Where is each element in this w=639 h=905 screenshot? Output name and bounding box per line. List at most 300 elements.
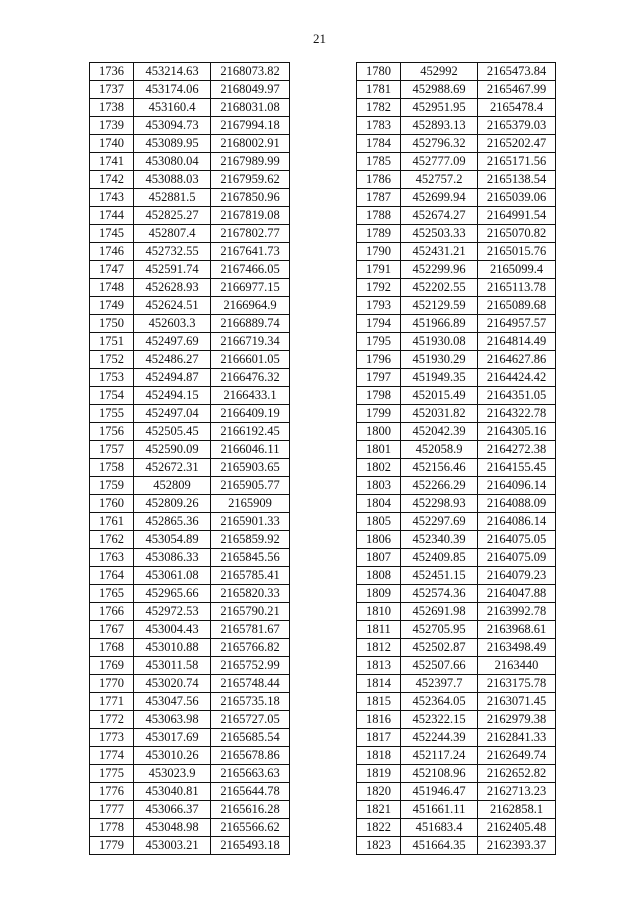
table-row: [90, 441, 290, 459]
y-coordinate-cell: 2165748.44: [211, 675, 290, 693]
y-coordinate-cell: 2164086.14: [478, 513, 556, 531]
x-coordinate-cell: 452497.69: [134, 333, 211, 351]
point-number-cell: 1800: [357, 423, 401, 441]
y-coordinate-cell: 2165113.78: [478, 279, 556, 297]
x-coordinate-cell: 452129.59: [401, 297, 478, 315]
y-coordinate-cell: 2167466.05: [211, 261, 290, 279]
x-coordinate-cell: 452590.09: [134, 441, 211, 459]
point-number-cell: 1752: [90, 351, 134, 369]
x-coordinate-cell: 453010.88: [134, 639, 211, 657]
table-row: [90, 423, 290, 441]
point-number-cell: 1783: [357, 117, 401, 135]
point-number-cell: 1778: [90, 819, 134, 837]
x-coordinate-cell: 453054.89: [134, 531, 211, 549]
y-coordinate-cell: 2162405.48: [478, 819, 556, 837]
x-coordinate-cell: 452015.49: [401, 387, 478, 405]
x-coordinate-cell: 451930.29: [401, 351, 478, 369]
table-row: [357, 639, 556, 657]
point-number-cell: 1769: [90, 657, 134, 675]
x-coordinate-cell: 453089.95: [134, 135, 211, 153]
x-coordinate-cell: 451930.08: [401, 333, 478, 351]
x-coordinate-cell: 453011.58: [134, 657, 211, 675]
point-number-cell: 1767: [90, 621, 134, 639]
y-coordinate-cell: 2166192.45: [211, 423, 290, 441]
y-coordinate-cell: 2163071.45: [478, 693, 556, 711]
point-number-cell: 1823: [357, 837, 401, 855]
point-number-cell: 1786: [357, 171, 401, 189]
y-coordinate-cell: 2165644.78: [211, 783, 290, 801]
point-number-cell: 1815: [357, 693, 401, 711]
point-number-cell: 1758: [90, 459, 134, 477]
table-row: [90, 513, 290, 531]
page-number: 21: [313, 31, 326, 46]
y-coordinate-cell: 2167641.73: [211, 243, 290, 261]
table-row: [357, 801, 556, 819]
table-row: [357, 621, 556, 639]
point-number-cell: 1753: [90, 369, 134, 387]
table-row: [90, 153, 290, 171]
point-number-cell: 1739: [90, 117, 134, 135]
y-coordinate-cell: 2164079.23: [478, 567, 556, 585]
y-coordinate-cell: 2164627.86: [478, 351, 556, 369]
table-row: [90, 387, 290, 405]
table-row: [90, 315, 290, 333]
y-coordinate-cell: 2168002.91: [211, 135, 290, 153]
point-number-cell: 1751: [90, 333, 134, 351]
point-number-cell: 1807: [357, 549, 401, 567]
point-number-cell: 1818: [357, 747, 401, 765]
y-coordinate-cell: 2165685.54: [211, 729, 290, 747]
x-coordinate-cell: 452881.5: [134, 189, 211, 207]
x-coordinate-cell: 452893.13: [401, 117, 478, 135]
coordinates-table-left: [89, 62, 290, 855]
point-number-cell: 1775: [90, 765, 134, 783]
x-coordinate-cell: 452497.04: [134, 405, 211, 423]
y-coordinate-cell: 2165138.54: [478, 171, 556, 189]
table-row: [357, 117, 556, 135]
x-coordinate-cell: 452796.32: [401, 135, 478, 153]
y-coordinate-cell: 2168049.97: [211, 81, 290, 99]
y-coordinate-cell: 2167802.77: [211, 225, 290, 243]
x-coordinate-cell: 452809: [134, 477, 211, 495]
x-coordinate-cell: 453094.73: [134, 117, 211, 135]
x-coordinate-cell: 452486.27: [134, 351, 211, 369]
table-row: [90, 783, 290, 801]
y-coordinate-cell: 2164155.45: [478, 459, 556, 477]
y-coordinate-cell: 2164814.49: [478, 333, 556, 351]
x-coordinate-cell: 452340.39: [401, 531, 478, 549]
point-number-cell: 1754: [90, 387, 134, 405]
y-coordinate-cell: 2166964.9: [211, 297, 290, 315]
table-row: [90, 243, 290, 261]
x-coordinate-cell: 452807.4: [134, 225, 211, 243]
x-coordinate-cell: 452705.95: [401, 621, 478, 639]
y-coordinate-cell: 2167989.99: [211, 153, 290, 171]
table-row: [357, 351, 556, 369]
x-coordinate-cell: 453061.08: [134, 567, 211, 585]
table-row: [90, 531, 290, 549]
y-coordinate-cell: 2167959.62: [211, 171, 290, 189]
y-coordinate-cell: 2165478.4: [478, 99, 556, 117]
x-coordinate-cell: 453047.56: [134, 693, 211, 711]
x-coordinate-cell: 452574.36: [401, 585, 478, 603]
x-coordinate-cell: 452507.66: [401, 657, 478, 675]
x-coordinate-cell: 452809.26: [134, 495, 211, 513]
point-number-cell: 1790: [357, 243, 401, 261]
y-coordinate-cell: 2164096.14: [478, 477, 556, 495]
point-number-cell: 1780: [357, 63, 401, 81]
table-row: [357, 783, 556, 801]
point-number-cell: 1798: [357, 387, 401, 405]
table-row: [357, 441, 556, 459]
table-row: [357, 405, 556, 423]
point-number-cell: 1736: [90, 63, 134, 81]
table-row: [357, 711, 556, 729]
y-coordinate-cell: 2165616.28: [211, 801, 290, 819]
y-coordinate-cell: 2167994.18: [211, 117, 290, 135]
point-number-cell: 1788: [357, 207, 401, 225]
x-coordinate-cell: 453020.74: [134, 675, 211, 693]
x-coordinate-cell: 453004.43: [134, 621, 211, 639]
point-number-cell: 1773: [90, 729, 134, 747]
table-row: [90, 693, 290, 711]
x-coordinate-cell: 452672.31: [134, 459, 211, 477]
x-coordinate-cell: 452431.21: [401, 243, 478, 261]
y-coordinate-cell: 2163440: [478, 657, 556, 675]
y-coordinate-cell: 2162858.1: [478, 801, 556, 819]
table-row: [357, 729, 556, 747]
table-row: [357, 369, 556, 387]
table-row: [90, 63, 290, 81]
y-coordinate-cell: 2165845.56: [211, 549, 290, 567]
y-coordinate-cell: 2164957.57: [478, 315, 556, 333]
x-coordinate-cell: 452031.82: [401, 405, 478, 423]
x-coordinate-cell: 452397.7: [401, 675, 478, 693]
y-coordinate-cell: 2165663.63: [211, 765, 290, 783]
x-coordinate-cell: 452502.87: [401, 639, 478, 657]
y-coordinate-cell: 2164322.78: [478, 405, 556, 423]
y-coordinate-cell: 2167850.96: [211, 189, 290, 207]
x-coordinate-cell: 453088.03: [134, 171, 211, 189]
y-coordinate-cell: 2162649.74: [478, 747, 556, 765]
point-number-cell: 1795: [357, 333, 401, 351]
point-number-cell: 1804: [357, 495, 401, 513]
table-row: [357, 261, 556, 279]
y-coordinate-cell: 2165379.03: [478, 117, 556, 135]
table-row: [357, 765, 556, 783]
x-coordinate-cell: 451949.35: [401, 369, 478, 387]
x-coordinate-cell: 452757.2: [401, 171, 478, 189]
x-coordinate-cell: 452865.36: [134, 513, 211, 531]
x-coordinate-cell: 453048.98: [134, 819, 211, 837]
y-coordinate-cell: 2166409.19: [211, 405, 290, 423]
y-coordinate-cell: 2166601.05: [211, 351, 290, 369]
point-number-cell: 1740: [90, 135, 134, 153]
point-number-cell: 1819: [357, 765, 401, 783]
point-number-cell: 1755: [90, 405, 134, 423]
table-row: [357, 99, 556, 117]
x-coordinate-cell: 452777.09: [401, 153, 478, 171]
point-number-cell: 1811: [357, 621, 401, 639]
point-number-cell: 1814: [357, 675, 401, 693]
y-coordinate-cell: 2164088.09: [478, 495, 556, 513]
table-row: [357, 189, 556, 207]
x-coordinate-cell: 452503.33: [401, 225, 478, 243]
y-coordinate-cell: 2165905.77: [211, 477, 290, 495]
table-row: [90, 405, 290, 423]
point-number-cell: 1761: [90, 513, 134, 531]
y-coordinate-cell: 2165752.99: [211, 657, 290, 675]
table-row: [90, 639, 290, 657]
table-row: [90, 711, 290, 729]
point-number-cell: 1743: [90, 189, 134, 207]
table-row: [357, 315, 556, 333]
x-coordinate-cell: 452732.55: [134, 243, 211, 261]
x-coordinate-cell: 452992: [401, 63, 478, 81]
point-number-cell: 1772: [90, 711, 134, 729]
point-number-cell: 1797: [357, 369, 401, 387]
y-coordinate-cell: 2165859.92: [211, 531, 290, 549]
point-number-cell: 1812: [357, 639, 401, 657]
point-number-cell: 1791: [357, 261, 401, 279]
point-number-cell: 1757: [90, 441, 134, 459]
x-coordinate-cell: 453214.63: [134, 63, 211, 81]
x-coordinate-cell: 452299.96: [401, 261, 478, 279]
point-number-cell: 1821: [357, 801, 401, 819]
y-coordinate-cell: 2165909: [211, 495, 290, 513]
x-coordinate-cell: 453003.21: [134, 837, 211, 855]
y-coordinate-cell: 2165202.47: [478, 135, 556, 153]
table-row: [357, 279, 556, 297]
table-row: [357, 693, 556, 711]
table-row: [90, 171, 290, 189]
point-number-cell: 1760: [90, 495, 134, 513]
point-number-cell: 1745: [90, 225, 134, 243]
x-coordinate-cell: 452988.69: [401, 81, 478, 99]
point-number-cell: 1779: [90, 837, 134, 855]
table-row: [357, 81, 556, 99]
point-number-cell: 1808: [357, 567, 401, 585]
coordinates-table-right: [356, 62, 556, 855]
point-number-cell: 1796: [357, 351, 401, 369]
table-row: [357, 423, 556, 441]
x-coordinate-cell: 453160.4: [134, 99, 211, 117]
x-coordinate-cell: 453040.81: [134, 783, 211, 801]
table-row: [90, 747, 290, 765]
y-coordinate-cell: 2164351.05: [478, 387, 556, 405]
x-coordinate-cell: 452965.66: [134, 585, 211, 603]
table-row: [357, 513, 556, 531]
point-number-cell: 1799: [357, 405, 401, 423]
table-row: [90, 225, 290, 243]
y-coordinate-cell: 2163175.78: [478, 675, 556, 693]
y-coordinate-cell: 2165781.67: [211, 621, 290, 639]
point-number-cell: 1816: [357, 711, 401, 729]
x-coordinate-cell: 452202.55: [401, 279, 478, 297]
y-coordinate-cell: 2165089.68: [478, 297, 556, 315]
point-number-cell: 1770: [90, 675, 134, 693]
table-row: [90, 585, 290, 603]
x-coordinate-cell: 452505.45: [134, 423, 211, 441]
x-coordinate-cell: 452266.29: [401, 477, 478, 495]
y-coordinate-cell: 2166476.32: [211, 369, 290, 387]
point-number-cell: 1737: [90, 81, 134, 99]
y-coordinate-cell: 2165735.18: [211, 693, 290, 711]
y-coordinate-cell: 2164305.16: [478, 423, 556, 441]
x-coordinate-cell: 451664.35: [401, 837, 478, 855]
table-row: [357, 603, 556, 621]
table-row: [90, 135, 290, 153]
y-coordinate-cell: 2165766.82: [211, 639, 290, 657]
x-coordinate-cell: 452494.87: [134, 369, 211, 387]
point-number-cell: 1741: [90, 153, 134, 171]
x-coordinate-cell: 451661.11: [401, 801, 478, 819]
table-row: [357, 675, 556, 693]
x-coordinate-cell: 451683.4: [401, 819, 478, 837]
y-coordinate-cell: 2167819.08: [211, 207, 290, 225]
point-number-cell: 1764: [90, 567, 134, 585]
point-number-cell: 1813: [357, 657, 401, 675]
x-coordinate-cell: 452691.98: [401, 603, 478, 621]
table-row: [357, 549, 556, 567]
table-row: [90, 459, 290, 477]
table-row: [90, 189, 290, 207]
point-number-cell: 1805: [357, 513, 401, 531]
point-number-cell: 1748: [90, 279, 134, 297]
table-row: [90, 207, 290, 225]
y-coordinate-cell: 2166977.15: [211, 279, 290, 297]
y-coordinate-cell: 2165473.84: [478, 63, 556, 81]
y-coordinate-cell: 2165903.65: [211, 459, 290, 477]
y-coordinate-cell: 2162393.37: [478, 837, 556, 855]
y-coordinate-cell: 2165785.41: [211, 567, 290, 585]
table-row: [357, 333, 556, 351]
point-number-cell: 1781: [357, 81, 401, 99]
table-row: [90, 657, 290, 675]
x-coordinate-cell: 452322.15: [401, 711, 478, 729]
point-number-cell: 1789: [357, 225, 401, 243]
y-coordinate-cell: 2165099.4: [478, 261, 556, 279]
y-coordinate-cell: 2163968.61: [478, 621, 556, 639]
y-coordinate-cell: 2166433.1: [211, 387, 290, 405]
point-number-cell: 1802: [357, 459, 401, 477]
y-coordinate-cell: 2164047.88: [478, 585, 556, 603]
x-coordinate-cell: 452058.9: [401, 441, 478, 459]
table-row: [90, 675, 290, 693]
table-row: [357, 495, 556, 513]
y-coordinate-cell: 2164075.05: [478, 531, 556, 549]
x-coordinate-cell: 452244.39: [401, 729, 478, 747]
point-number-cell: 1801: [357, 441, 401, 459]
x-coordinate-cell: 452042.39: [401, 423, 478, 441]
y-coordinate-cell: 2164272.38: [478, 441, 556, 459]
table-row: [357, 297, 556, 315]
x-coordinate-cell: 452117.24: [401, 747, 478, 765]
point-number-cell: 1771: [90, 693, 134, 711]
y-coordinate-cell: 2166719.34: [211, 333, 290, 351]
point-number-cell: 1809: [357, 585, 401, 603]
x-coordinate-cell: 452297.69: [401, 513, 478, 531]
x-coordinate-cell: 452364.05: [401, 693, 478, 711]
point-number-cell: 1776: [90, 783, 134, 801]
table-row: [90, 117, 290, 135]
point-number-cell: 1746: [90, 243, 134, 261]
table-row: [357, 477, 556, 495]
y-coordinate-cell: 2165820.33: [211, 585, 290, 603]
table-row: [357, 387, 556, 405]
table-row: [357, 459, 556, 477]
point-number-cell: 1820: [357, 783, 401, 801]
point-number-cell: 1822: [357, 819, 401, 837]
point-number-cell: 1762: [90, 531, 134, 549]
table-row: [90, 621, 290, 639]
x-coordinate-cell: 451966.89: [401, 315, 478, 333]
point-number-cell: 1747: [90, 261, 134, 279]
y-coordinate-cell: 2163992.78: [478, 603, 556, 621]
x-coordinate-cell: 452628.93: [134, 279, 211, 297]
x-coordinate-cell: 453174.06: [134, 81, 211, 99]
y-coordinate-cell: 2165566.62: [211, 819, 290, 837]
table-row: [357, 243, 556, 261]
point-number-cell: 1777: [90, 801, 134, 819]
y-coordinate-cell: 2163498.49: [478, 639, 556, 657]
y-coordinate-cell: 2165467.99: [478, 81, 556, 99]
y-coordinate-cell: 2165171.56: [478, 153, 556, 171]
y-coordinate-cell: 2165039.06: [478, 189, 556, 207]
y-coordinate-cell: 2168031.08: [211, 99, 290, 117]
table-row: [90, 837, 290, 855]
y-coordinate-cell: 2162713.23: [478, 783, 556, 801]
point-number-cell: 1742: [90, 171, 134, 189]
x-coordinate-cell: 452699.94: [401, 189, 478, 207]
y-coordinate-cell: 2165678.86: [211, 747, 290, 765]
table-row: [357, 153, 556, 171]
table-row: [357, 531, 556, 549]
point-number-cell: 1750: [90, 315, 134, 333]
point-number-cell: 1793: [357, 297, 401, 315]
table-row: [357, 207, 556, 225]
y-coordinate-cell: 2164991.54: [478, 207, 556, 225]
point-number-cell: 1792: [357, 279, 401, 297]
table-row: [90, 603, 290, 621]
x-coordinate-cell: 452674.27: [401, 207, 478, 225]
table-row: [90, 81, 290, 99]
point-number-cell: 1763: [90, 549, 134, 567]
table-row: [90, 549, 290, 567]
y-coordinate-cell: 2166046.11: [211, 441, 290, 459]
point-number-cell: 1803: [357, 477, 401, 495]
y-coordinate-cell: 2165493.18: [211, 837, 290, 855]
x-coordinate-cell: 452451.15: [401, 567, 478, 585]
x-coordinate-cell: 452603.3: [134, 315, 211, 333]
x-coordinate-cell: 451946.47: [401, 783, 478, 801]
y-coordinate-cell: 2165015.76: [478, 243, 556, 261]
table-row: [90, 495, 290, 513]
y-coordinate-cell: 2164424.42: [478, 369, 556, 387]
table-row: [90, 567, 290, 585]
point-number-cell: 1738: [90, 99, 134, 117]
x-coordinate-cell: 452972.53: [134, 603, 211, 621]
y-coordinate-cell: 2166889.74: [211, 315, 290, 333]
y-coordinate-cell: 2165727.05: [211, 711, 290, 729]
table-row: [90, 477, 290, 495]
x-coordinate-cell: 453066.37: [134, 801, 211, 819]
x-coordinate-cell: 452825.27: [134, 207, 211, 225]
table-row: [357, 837, 556, 855]
table-row: [357, 225, 556, 243]
table-row: [357, 171, 556, 189]
table-row: [357, 585, 556, 603]
